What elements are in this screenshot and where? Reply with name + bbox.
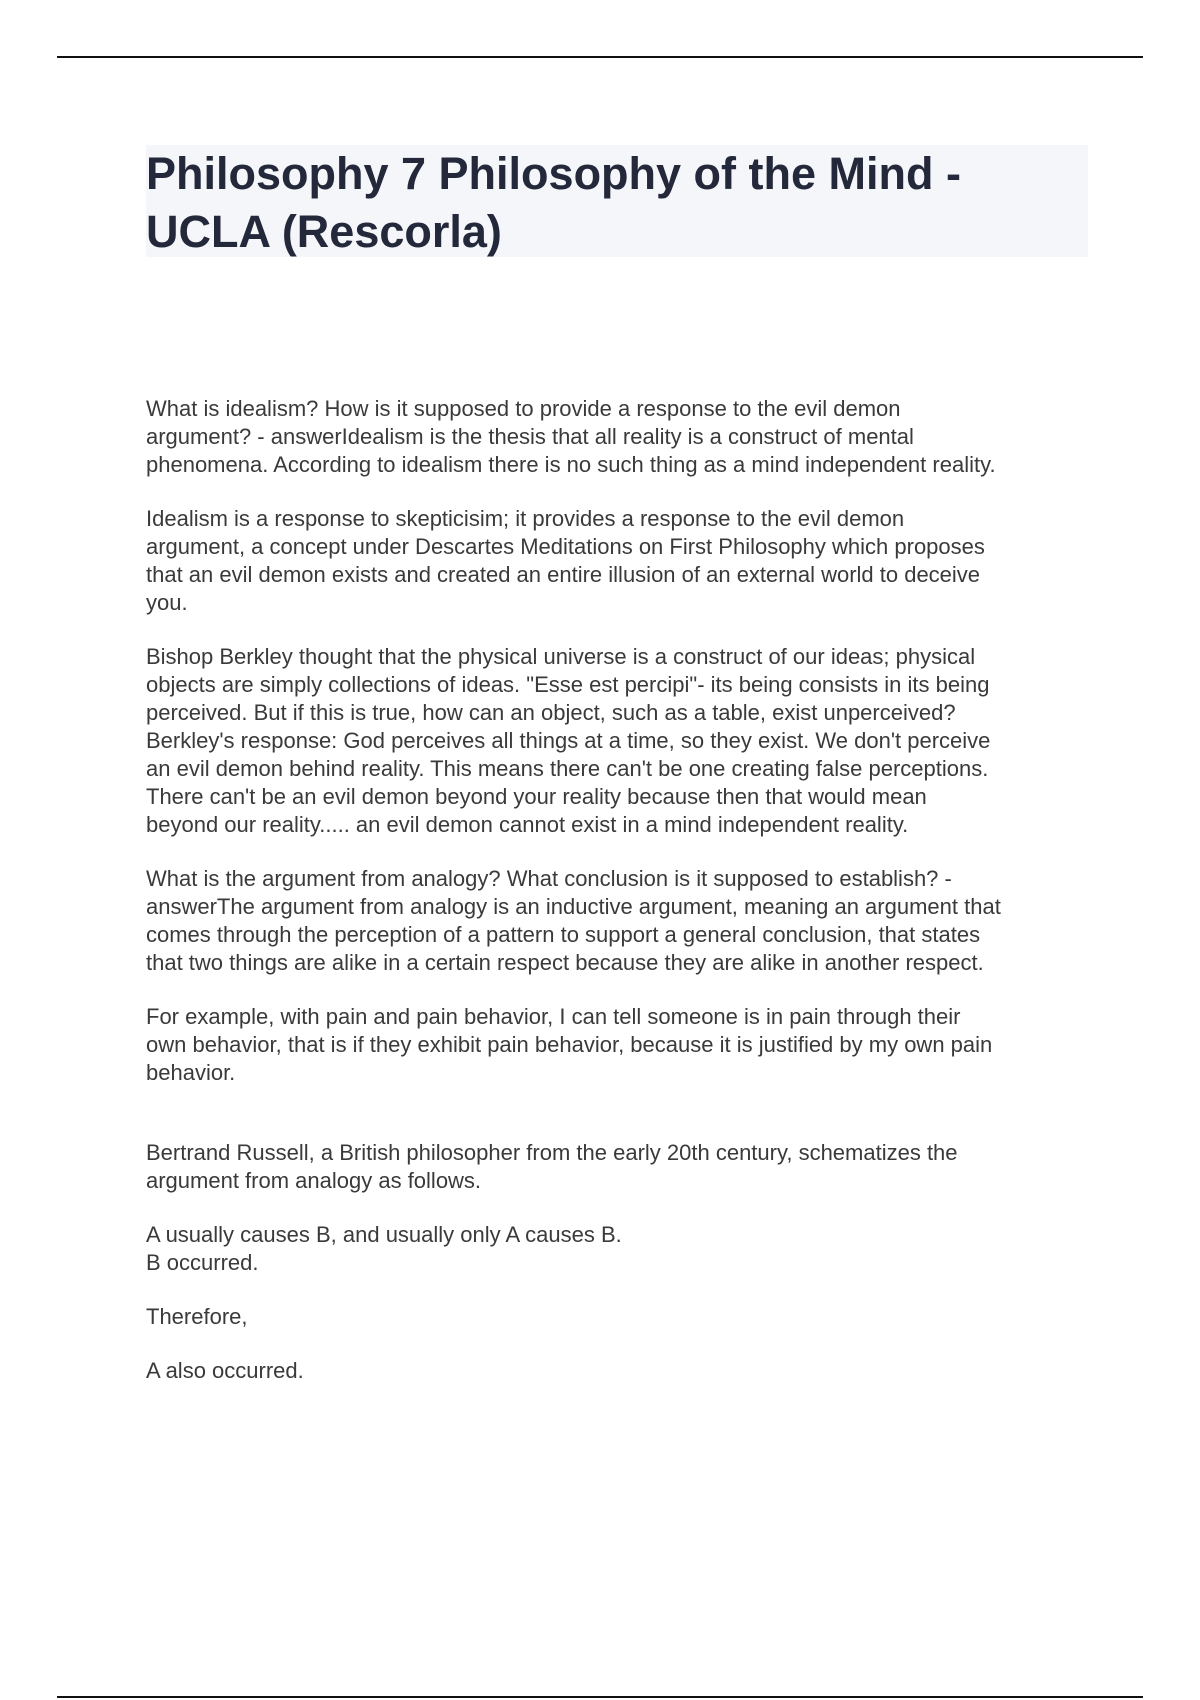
text-line: behavior.	[146, 1060, 236, 1085]
text-line: There can't be an evil demon beyond your reality because then that would mean	[146, 784, 927, 809]
paragraph-berkley	[146, 643, 1091, 839]
text-line: objects are simply collections of ideas. "Esse est percipi"- its being consists in its being	[146, 672, 990, 697]
text-line: Bishop Berkley thought that the physical universe is a construct of our ideas; physical	[146, 644, 976, 669]
text-line: argument from analogy as follows.	[146, 1168, 482, 1193]
paragraph-pain-example	[146, 1003, 1091, 1087]
text-line: an evil demon behind reality. This means there can't be one creating false perceptions.	[146, 756, 989, 781]
text-line: What is the argument from analogy? What conclusion is it supposed to establish? -	[146, 866, 952, 891]
text-line: B occurred.	[146, 1250, 259, 1275]
paragraph-skepticism	[146, 505, 1091, 617]
text-line: own behavior, that is if they exhibit pain behavior, because it is justified by my own pain	[146, 1032, 993, 1057]
text-line: phenomena. According to idealism there is no such thing as a mind independent reality.	[146, 452, 996, 477]
paragraph-idealism-question	[146, 395, 1091, 479]
text-line: argument? - answerIdealism is the thesis that all reality is a construct of mental	[146, 424, 914, 449]
text-line: A also occurred.	[146, 1358, 304, 1383]
text-line: Bertrand Russell, a British philosopher from the early 20th century, schematizes the	[146, 1140, 958, 1165]
text-line: beyond our reality..... an evil demon cannot exist in a mind independent reality.	[146, 812, 909, 837]
text-line: answerThe argument from analogy is an inductive argument, meaning an argument that	[146, 894, 1001, 919]
title-line: Philosophy 7 Philosophy of the Mind -	[146, 148, 961, 199]
bottom-rule	[57, 1696, 1143, 1698]
title-block	[146, 145, 1088, 257]
title-line: UCLA (Rescorla)	[146, 206, 502, 257]
text-line: For example, with pain and pain behavior, I can tell someone is in pain through their	[146, 1004, 961, 1029]
top-rule	[57, 56, 1143, 58]
text-line: Therefore,	[146, 1304, 248, 1329]
document-title	[146, 145, 1088, 261]
paragraph-therefore	[146, 1303, 1091, 1331]
paragraph-premises	[146, 1221, 1091, 1277]
text-line: you.	[146, 590, 188, 615]
paragraph-conclusion	[146, 1357, 1091, 1385]
text-line: argument, a concept under Descartes Meditations on First Philosophy which proposes	[146, 534, 985, 559]
text-line: perceived. But if this is true, how can an object, such as a table, exist unperceived?	[146, 700, 956, 725]
text-line: A usually causes B, and usually only A causes B.	[146, 1222, 622, 1247]
text-line: that an evil demon exists and created an entire illusion of an external world to deceive	[146, 562, 981, 587]
text-line: What is idealism? How is it supposed to provide a response to the evil demon	[146, 396, 901, 421]
paragraph-analogy-question	[146, 865, 1091, 977]
document-body	[146, 395, 1091, 1411]
text-line: Berkley's response: God perceives all things at a time, so they exist. We don't perceive	[146, 728, 991, 753]
paragraph-russell	[146, 1139, 1091, 1195]
text-line: comes through the perception of a pattern to support a general conclusion, that states	[146, 922, 981, 947]
text-line: that two things are alike in a certain respect because they are alike in another respect.	[146, 950, 984, 975]
text-line: Idealism is a response to skepticisim; it provides a response to the evil demon	[146, 506, 905, 531]
